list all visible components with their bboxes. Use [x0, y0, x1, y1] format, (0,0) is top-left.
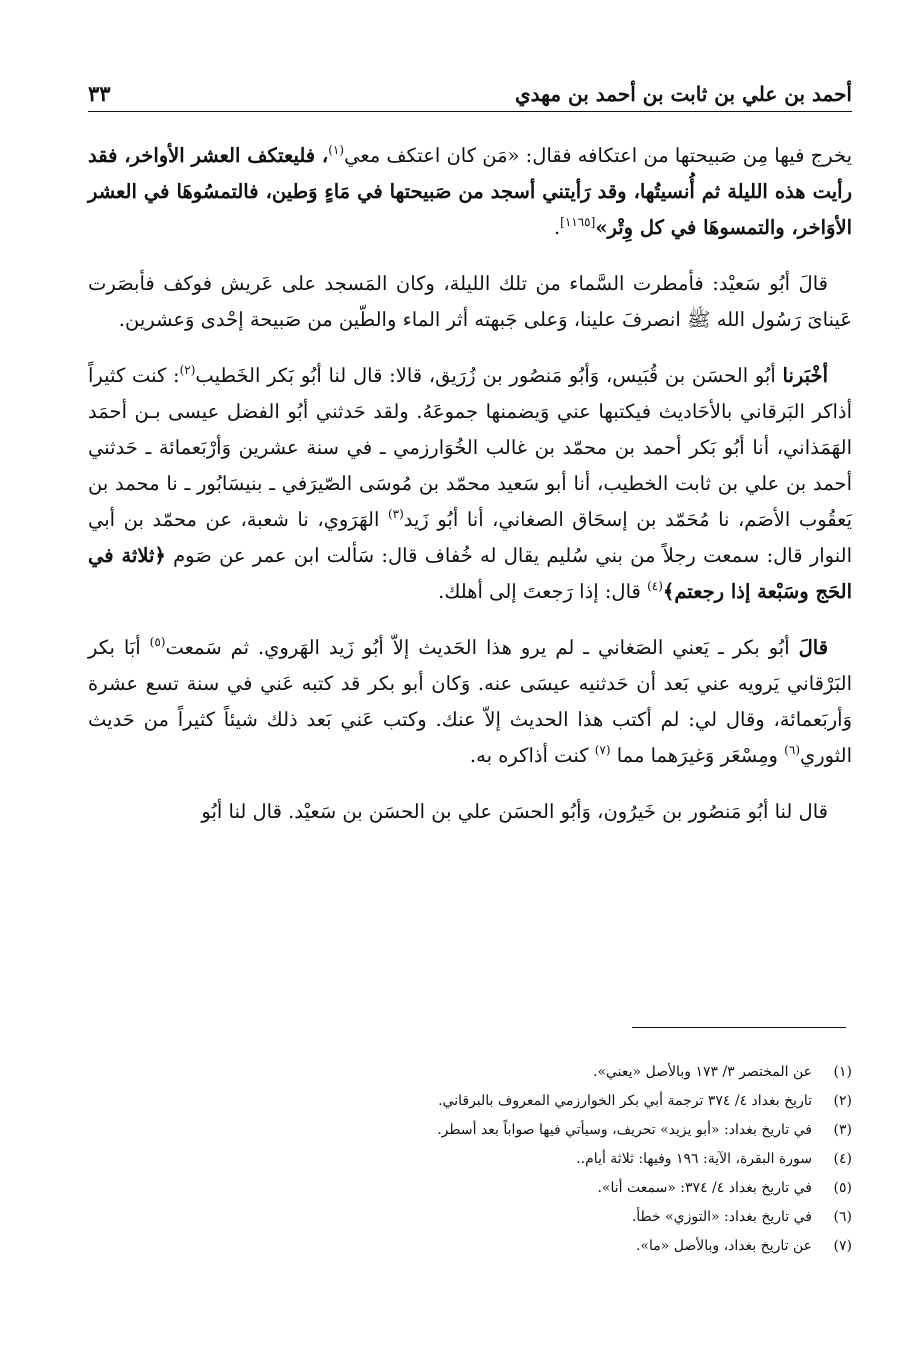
footnote-5	[88, 1174, 852, 1203]
footnotes	[88, 1058, 852, 1261]
footnote-ref-6: (٦)	[784, 743, 800, 757]
footnote-text: عن المختصر ٣/ ١٧٣ وبالأصل «يعني».	[593, 1064, 812, 1080]
footnote-ref-3: (٣)	[387, 507, 404, 521]
p3-lead-word: أخْبَرنا	[782, 364, 828, 387]
footnote-ref-5: (٥)	[149, 635, 166, 649]
footnote-text: في تاريخ بغداد ٤/ ٣٧٤: «سمعت أنا».	[597, 1180, 812, 1196]
p3-text-2: : كنت كثيراً أذاكر البَرقاني بالأحَاديث فيكتبها عني وَيضمنها جموعَهُ. ولقد حَدثني أبُو الفضل عيسى بـن أحمَد الهَمَذاني، أنا أبُو بَكر أحمد بن محمّد بن غالب الخُوَارزمي ـ في سنة عشرين وَأرْبَعمائة ـ حَدثني أحمد بن علي بن ثابت الخطيب، أنا أبو سَعيد محمّد بن مُوسَى الصّيرَفي ـ بنيسَابُور ـ نا محمد بن يَعقُوب الأصَم، نا مُحَمّد بن إسحَاق الصغاني، أنا أبُو زَيد	[88, 364, 853, 531]
paragraph-2	[88, 266, 852, 338]
footnote-ref-7: (٧)	[594, 743, 611, 757]
page-number: ٣٣	[88, 81, 111, 106]
p4-text-2: أبَا بكر البَرْقاني يَرويه عني بَعد أن حَدثنيه عيسَى عنه. وَكان أبو بكر قد كتبه عَني في سنة تسع عشرة وَأربَعمائة، وقال لي: لم أكتب هذا الحديث إلاّ عنك. وكتب عَني بَعد ذلك شيئاً كثيراً من حَديث الثوري	[88, 636, 852, 767]
p1-text-1: يخرج فيها مِن صَبيحتها من اعتكافه فقال: «مَن كان اعتكف معي	[344, 144, 853, 167]
p3-text-4: قال: إذا رَجعتَ إلى أهلك.	[438, 580, 648, 603]
p3-text-1: أبُو الحسَن بن قُبَيس، وَأبُو مَنصُور بن زُرَيق، قالا: قال لنا أبُو بَكر الخَطيب	[195, 364, 783, 387]
footnote-text: سورة البقرة، الآية: ١٩٦ وفيها: ثلاثة أيام..	[576, 1151, 812, 1167]
p4-text-1: أبُو بكر ـ يَعني الصَغاني ـ لم يرو هذا الحَديث إلاّ أبُو زَيد الهَروي. ثم سَمعت	[165, 636, 799, 659]
p3-text-3: الهَرَوي، نا شعبة، عن محمّد بن أبي النوار قال: سمعت رجلاً من بني سُليم يقال له خُفاف قال: سَألت ابن عمر عن صَوم	[88, 508, 853, 567]
p4-lead-word: قالَ	[798, 636, 829, 659]
hadith-number-ref: [١١٦٥]	[560, 215, 596, 229]
footnote-number: (٥)	[833, 1180, 852, 1196]
footnote-2	[88, 1087, 852, 1116]
paragraph-4	[88, 630, 852, 774]
footnote-3	[88, 1116, 852, 1145]
paragraph-5	[88, 794, 852, 830]
footnote-7	[88, 1232, 852, 1261]
footnote-6	[88, 1203, 852, 1232]
p2-text: قالَ أبُو سَعيْد: فأمطرت السَّماء من تلك الليلة، وكان المَسجد على عَريش فوكف فأبصَرت عَيناىَ رَسُول الله ﷺ انصرفَ علينا، وَعلى جَبهته أثر الماء والطّين من صَبيحة إحْدى وَعشرين.	[88, 272, 852, 331]
footnote-number: (٣)	[833, 1122, 852, 1138]
p5-text: قال لنا أبُو مَنصُور بن خَيرُون، وَأبُو الحسَن علي بن الحسَن بن سَعيْد. قال لنا أبُو	[201, 800, 828, 823]
p1-hadith-text: ، فليعتكف العشر الأواخر، فقد رأيت هذه الليلة ثم أُنسيتُها، وقد رَأيتني أسجد من صَبيحتها في مَاءٍ وَطين، فالتمسُوهَا في العشر الأوَاخر، والتمسوهَا في كل وِتْر»	[88, 144, 852, 239]
footnote-ref-2: (٢)	[179, 363, 196, 377]
main-text	[88, 138, 852, 850]
footnote-number: (٧)	[833, 1238, 852, 1254]
header-rule	[88, 111, 852, 112]
p1-text-end: .	[553, 216, 561, 239]
running-title: أحمد بن علي بن ثابت بن أحمد بن مهدي	[514, 82, 852, 106]
paragraph-1	[88, 138, 852, 246]
footnote-1	[88, 1058, 852, 1087]
footnote-text: تاريخ بغداد ٤/ ٣٧٤ ترجمة أبي بكر الخوارزمي المعروف بالبرقاني.	[438, 1093, 812, 1109]
footnote-text: عن تاريخ بغداد، وبالأصل «ما».	[635, 1238, 812, 1254]
footnote-number: (٢)	[833, 1093, 852, 1109]
p4-text-4: كنت أذاكره به.	[469, 744, 595, 767]
footnote-number: (٤)	[833, 1151, 852, 1167]
p4-text-3: ومِسْعَر وَغيرَهما مما	[610, 744, 785, 767]
footnote-number: (١)	[833, 1064, 852, 1080]
quran-quote: ﴿ثلاثة في الحَج وسَبْعة إذا رجعتم﴾	[88, 544, 852, 603]
footnote-text: في تاريخ بغداد: «أبو يزيد» تحريف، وسيأتي فيها صواباً بعد أسطر.	[437, 1122, 812, 1138]
footnote-text: في تاريخ بغداد: «التوزي» خطأ.	[631, 1209, 812, 1225]
footnote-separator	[632, 1027, 846, 1028]
footnote-4	[88, 1145, 852, 1174]
footnote-ref-1: (١)	[328, 143, 345, 157]
paragraph-3	[88, 358, 852, 610]
page-header	[88, 72, 852, 106]
footnote-number: (٦)	[833, 1209, 852, 1225]
footnote-ref-4: (٤)	[647, 579, 663, 593]
